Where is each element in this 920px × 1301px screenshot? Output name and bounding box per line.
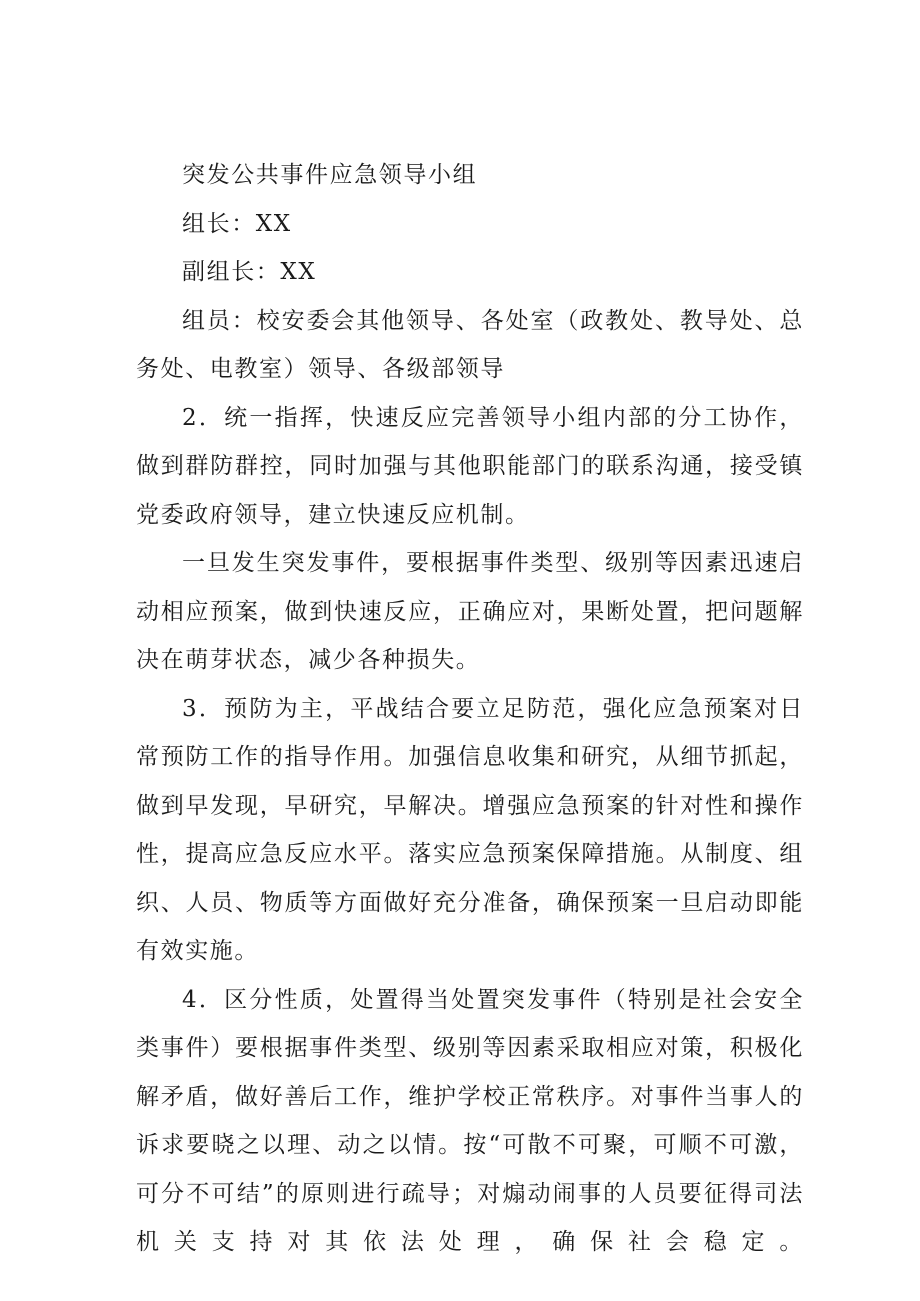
document-body <box>136 151 804 1267</box>
principle-2-paragraph: 2．统一指挥，快速反应完善领导小组内部的分工协作，做到群防群控，同时加强与其他职能部门的联系沟通，接受镇党委政府领导，建立快速反应机制。 <box>136 404 804 528</box>
leadership-group-heading: 突发公共事件应急领导小组 <box>182 162 478 188</box>
deputy-leader-line: 副组长：XX <box>182 259 317 285</box>
group-members-paragraph: 组员：校安委会其他领导、各处室（政教处、教导处、总务处、电教室）领导、各级部领导 <box>136 307 804 382</box>
principle-4-paragraph: 4．区分性质，处置得当处置突发事件（特别是社会安全类事件）要根据事件类型、级别等因素采取相应对策，积极化解矛盾，做好善后工作，维护学校正常秩序。对事件当事人的诉求要晓之以理、动之以情。按“可散不可聚，可顺不可激，可分不可结”的原则进行疏导；对煽动闹事的人员要征得司法机关支持对其依法处理，确保社会稳定。 <box>136 986 804 1255</box>
emergency-response-paragraph: 一旦发生突发事件，要根据事件类型、级别等因素迅速启动相应预案，做到快速反应，正确应对，果断处置，把问题解决在萌芽状态，减少各种损失。 <box>136 550 804 673</box>
group-leader-line: 组长：XX <box>182 210 292 237</box>
principle-3-paragraph: 3．预防为主，平战结合要立足防范，强化应急预案对日常预防工作的指导作用。加强信息收集和研究，从细节抓起，做到早发现，早研究，早解决。增强应急预案的针对性和操作性，提高应急反应水平。落实应急预案保障措施。从制度、组织、人员、物质等方面做好充分准备，确保预案一旦启动即能有效实施。 <box>136 695 804 964</box>
